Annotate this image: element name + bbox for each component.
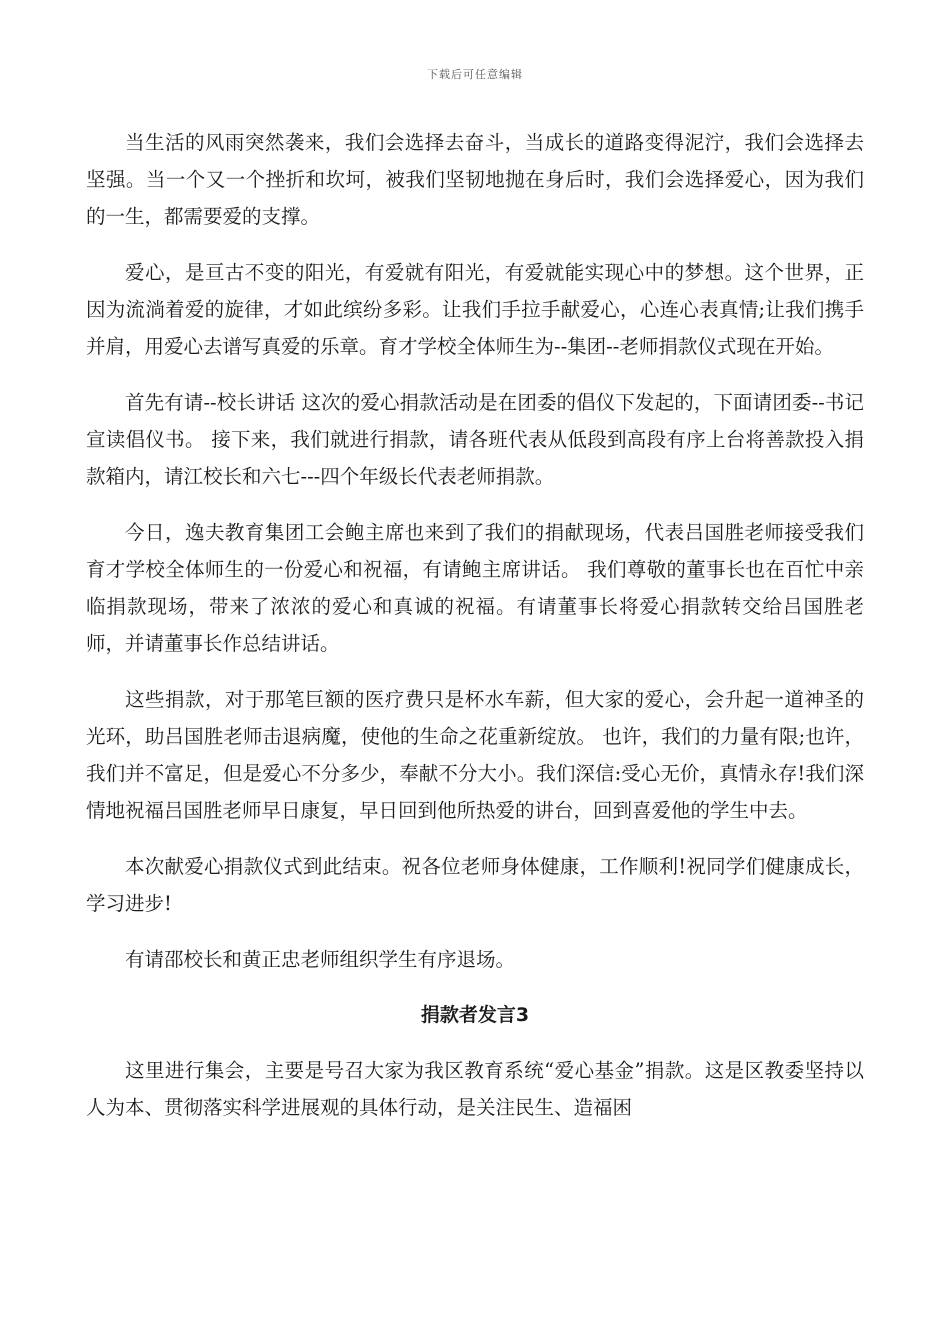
paragraph-7: 有请邵校长和黄正忠老师组织学生有序退场。 <box>125 948 516 971</box>
paragraph-3: 首先有请--校长讲话 这次的爱心捐款活动是在团委的倡仪下发起的，下面请团委--书记宣读倡仪书。 接下来，我们就进行捐款，请各班代表从低段到高段有序上台将善款投入捐款箱内，请江校长和六七---四个年级长代表老师捐款。 <box>86 391 864 488</box>
paragraph-2: 爱心，是亘古不变的阳光，有爱就有阳光，有爱就能实现心中的梦想。这个世界，正因为流淌着爱的旋律，才如此缤纷多彩。让我们手拉手献爱心，心连心表真情;让我们携手并肩，用爱心去谱写真爱的乐章。育才学校全体师生为--集团--老师捐款仪式现在开始。 <box>86 261 864 358</box>
paragraph-4: 今日，逸夫教育集团工会鲍主席也来到了我们的捐献现场，代表吕国胜老师接受我们育才学校全体师生的一份爱心和祝福，有请鲍主席讲话。 我们尊敬的董事长也在百忙中亲临捐款现场，带来了浓浓的爱心和真诚的祝福。有请董事长将爱心捐款转交给吕国胜老师，并请董事长作总结讲话。 <box>86 521 864 655</box>
document-body <box>86 124 864 1145</box>
paragraph-5: 这些捐款，对于那笔巨额的医疗费只是杯水车薪，但大家的爱心，会升起一道神圣的光环，助吕国胜老师击退病魔，使他的生命之花重新绽放。 也许，我们的力量有限;也许，我们并不富足，但是爱心不分多少，奉献不分大小。我们深信:受心无价，真情永存!我们深情地祝福吕国胜老师早日康复，早日回到他所热爱的讲台，回到喜爱他的学生中去。 <box>86 688 864 822</box>
section-paragraph-1: 这里进行集会，主要是号召大家为我区教育系统“爱心基金”捐款。这是区教委坚持以人为本、贯彻落实科学进展观的具体行动，是关注民生、造福困 <box>86 1059 864 1119</box>
paragraph-6: 本次献爱心捐款仪式到此结束。祝各位老师身体健康，工作顺利!祝同学们健康成长，学习进步! <box>86 855 864 915</box>
section-heading: 捐款者发言3 <box>420 1004 530 1026</box>
paragraph-1: 当生活的风雨突然袭来，我们会选择去奋斗，当成长的道路变得泥泞，我们会选择去坚强。当一个又一个挫折和坎坷，被我们坚韧地抛在身后时，我们会选择爱心，因为我们的一生，都需要爱的支撑。 <box>86 131 864 228</box>
page-header-note: 下载后可任意编辑 <box>427 68 523 81</box>
